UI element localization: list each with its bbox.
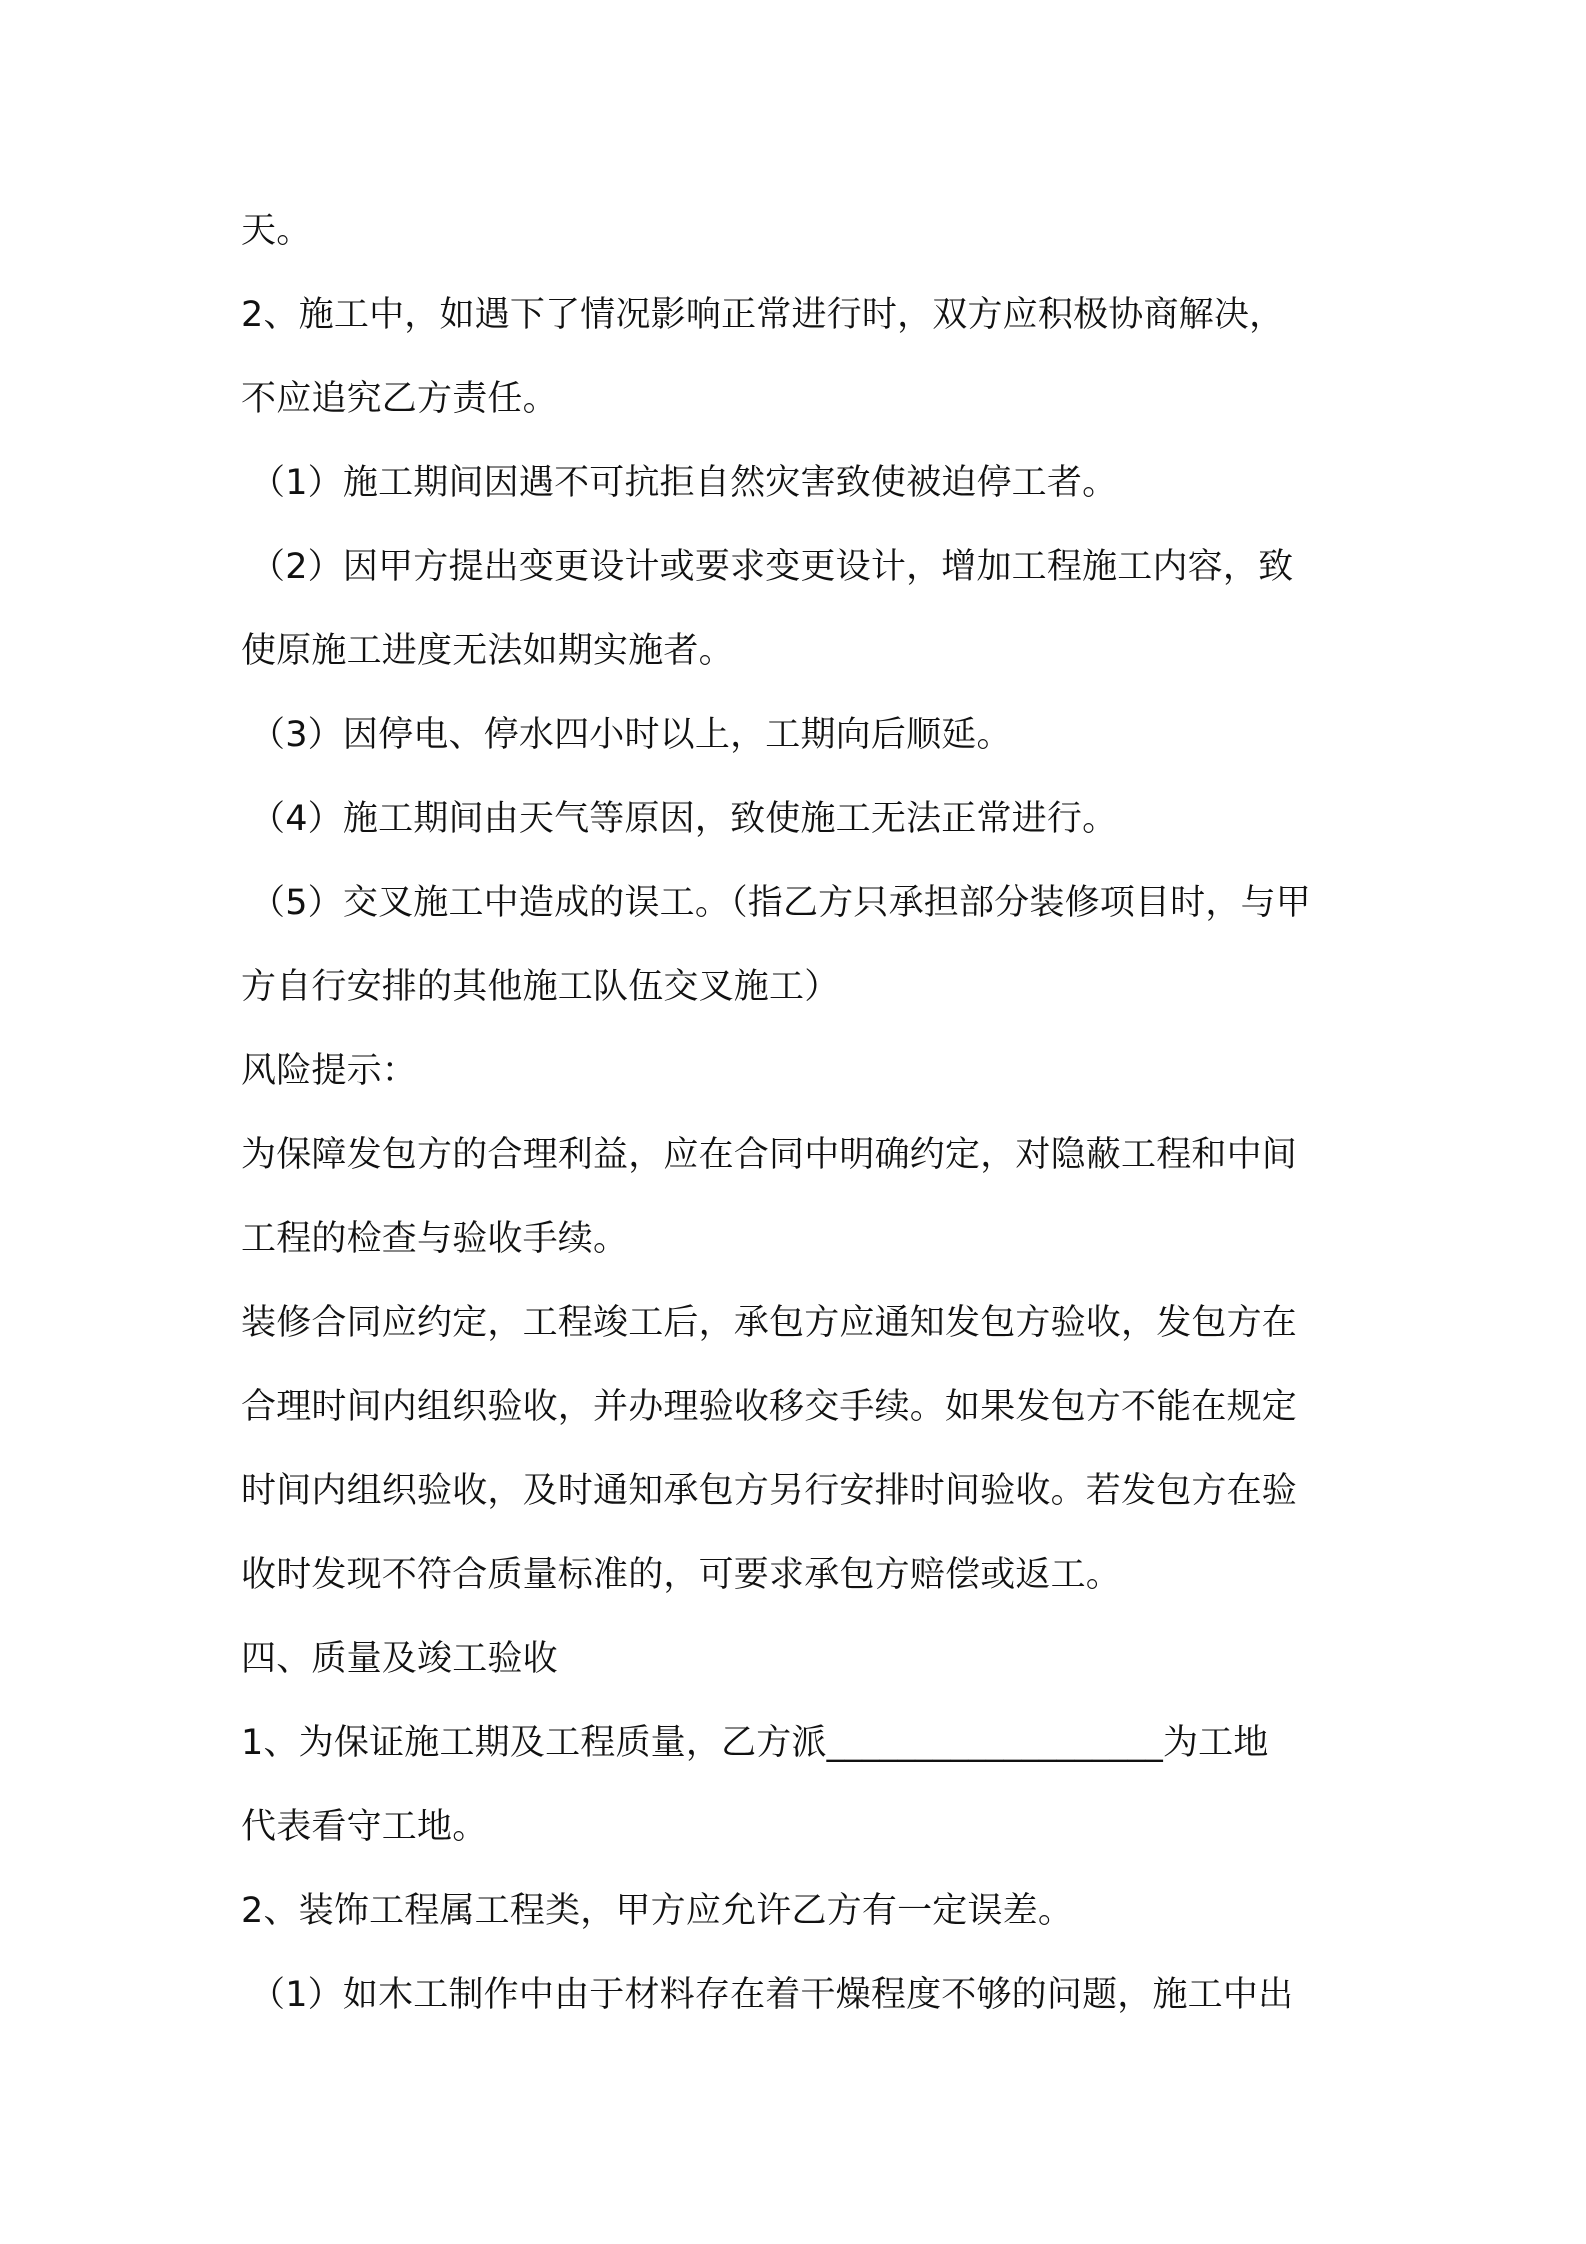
text-line: 时间内组织验收，及时通知承包方另行安排时间验收。若发包方在验: [241, 1471, 1298, 1511]
text-line: （1）如木工制作中由于材料存在着干燥程度不够的问题，施工中出: [250, 1975, 1294, 2015]
text-line: 收时发现不符合质量标准的，可要求承包方赔偿或返工。: [241, 1555, 1122, 1595]
text-line: 2、施工中，如遇下了情况影响正常进行时，双方应积极协商解决，: [241, 295, 1285, 335]
section-heading: 四、质量及竣工验收: [241, 1639, 558, 1679]
text-line: 工程的检查与验收手续。: [241, 1219, 629, 1259]
section-heading: 风险提示：: [241, 1051, 418, 1091]
text-line: 1、为保证施工期及工程质量，乙方派___________________为工地: [241, 1723, 1269, 1763]
text-line: 不应追究乙方责任。: [241, 379, 558, 419]
text-line: （2）因甲方提出变更设计或要求变更设计，增加工程施工内容，致: [250, 547, 1294, 587]
text-line: （5）交叉施工中造成的误工。（指乙方只承担部分装修项目时，与甲: [250, 883, 1311, 923]
text-line: 装修合同应约定，工程竣工后，承包方应通知发包方验收，发包方在: [241, 1303, 1298, 1343]
text-line: （3）因停电、停水四小时以上，工期向后顺延。: [250, 715, 1012, 755]
text-line: 为保障发包方的合理利益，应在合同中明确约定，对隐蔽工程和中间: [241, 1135, 1298, 1175]
text-line: （4）施工期间由天气等原因，致使施工无法正常进行。: [250, 799, 1118, 839]
text-line: （1）施工期间因遇不可抗拒自然灾害致使被迫停工者。: [250, 463, 1118, 503]
text-line: 代表看守工地。: [241, 1807, 488, 1847]
text-line: 方自行安排的其他施工队伍交叉施工）: [241, 967, 840, 1007]
text-line: 合理时间内组织验收，并办理验收移交手续。如果发包方不能在规定: [241, 1387, 1298, 1427]
text-line: 天。: [241, 211, 312, 251]
text-line: 2、装饰工程属工程类，甲方应允许乙方有一定误差。: [241, 1891, 1074, 1931]
text-line: 使原施工进度无法如期实施者。: [241, 631, 734, 671]
